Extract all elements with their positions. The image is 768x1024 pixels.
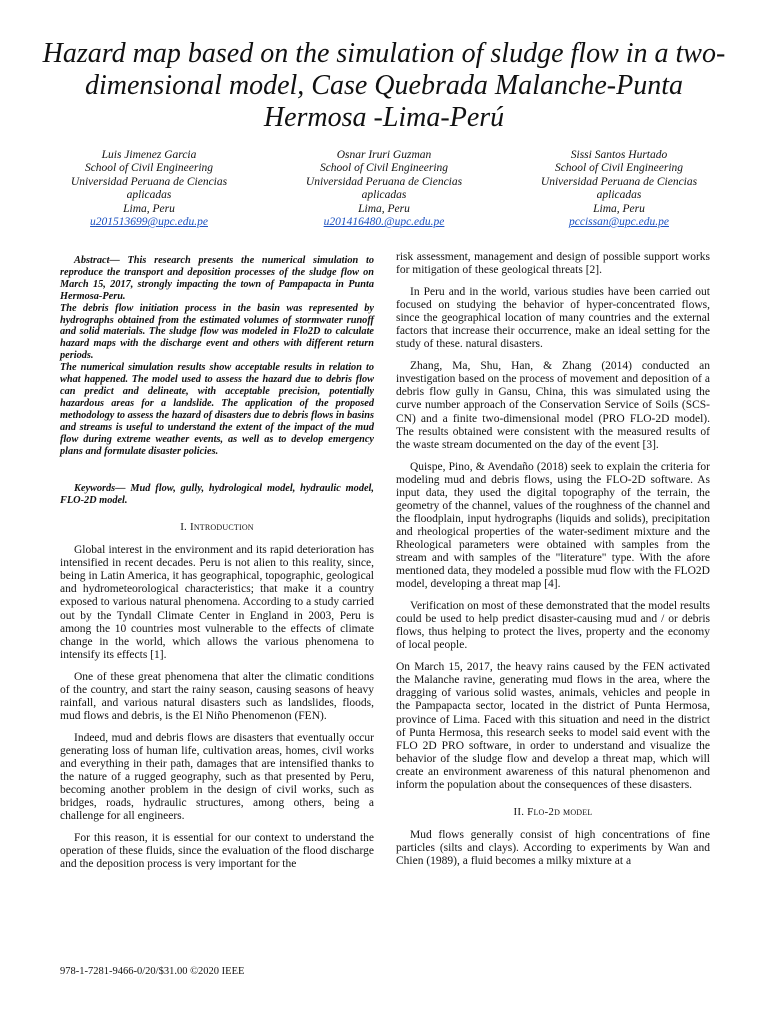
author-email-link[interactable]: u201416480.@upc.edu.pe — [323, 216, 445, 229]
section-heading-introduction: I. Introduction — [180, 521, 254, 534]
author-univ: Universidad Peruana de Ciencias — [70, 175, 228, 188]
abstract-paragraph: Abstract— This research presents the numerical simulation to reproduce the transport and deposition processes of the sludge flow on March 15, 2017, strongly impacting the town of Pampapacta in Punta Hermosa-Peru. — [60, 255, 374, 302]
abstract — [60, 255, 374, 457]
author-dept: School of Civil Engineering — [84, 162, 214, 175]
body-paragraph: risk assessment, management and design of possible support works for mitigation of these geological threats [2]. — [396, 251, 710, 277]
author-city: Lima, Peru — [123, 202, 175, 215]
author-dept: School of Civil Engineering — [554, 162, 684, 175]
abstract-paragraph: The debris flow initiation process in the basin was represented by hydrographs obtained from the estimated volumes of stormwater runoff and solid materials. The sludge flow was modeled in Flo2D to calculate hazard maps with the discharge event and others with different return periods. — [60, 302, 374, 362]
author-name: Sissi Santos Hurtado — [570, 149, 668, 161]
author-email-link[interactable]: u201513699@upc.edu.pe — [90, 216, 208, 229]
body-paragraph: Verification on most of these demonstrated that the model results could be used to help predict disaster-causing mud and / or debris flows, thus helping to protect the lives, property and the economy of local people. — [396, 600, 710, 652]
body-paragraph: In Peru and in the world, various studies have been carried out focused on studying the behavior of hyper-concentrated flows, since the geographical location of many countries and the external factors that increase their occurrence, make an ideal setting for the study of these. natural disasters. — [396, 286, 710, 351]
author-name: Osnar Iruri Guzman — [336, 149, 432, 161]
keywords-text: Keywords— Mud flow, gully, hydrological model, hydraulic model, FLO-2D model. — [60, 483, 374, 507]
body-paragraph: Quispe, Pino, & Avendaño (2018) seek to explain the criteria for modeling mud and debris flows, using the FLO-2D software. As input data, they used the digital topography of the terrain, the geometry of the channel, values of the roughness of the channel and the floodplain, input hydrographs (liquids and solids), precipitation and rheological properties of the water-sediment mixture and the Rheological parameters were obtained with samples from the stream and with samples of the "literature" type. With the afore mentioned data, they modeled a possible mud flow with the FLO2D model, developing a threat map [4]. — [396, 460, 710, 591]
body-paragraph: Indeed, mud and debris flows are disasters that eventually occur generating loss of human life, cultivation areas, homes, civil works and everything in their path, damages that are intensified thanks to the nature of a rugged geography, such as that presented by Peru, becoming another problem in the design of civil works, such as bridges, roads, hydraulic structures, among others, being a challenge for all engineers. — [60, 731, 374, 823]
abstract-paragraph: The numerical simulation results show acceptable results in relation to what happened. The model used to assess the hazard due to debris flow can predict and delineate, with acceptable precision, potentially hazardous areas for a landslide. The application of the proposed methodology to assess the hazard of disasters due to debris flows in basins and streams is useful to understand the extent of the impact of the mud flow during extreme weather events, as well as to develop emergency plans and formulate disaster policies. — [60, 362, 374, 457]
author-univ: Universidad Peruana de Ciencias — [305, 175, 463, 188]
author-city: Lima, Peru — [593, 202, 645, 215]
author-univ-2: aplicadas — [361, 189, 407, 202]
author-3 — [514, 149, 724, 229]
author-name: Luis Jimenez Garcia — [101, 149, 197, 161]
body-paragraph: Mud flows generally consist of high concentrations of fine particles (silts and clays). According to experiments by Wan and Chien (1989), a fluid becomes a milky mixture at a — [396, 828, 710, 867]
section-heading-flo2d: II. Flo-2d model — [513, 805, 593, 818]
body-paragraph: For this reason, it is essential for our context to understand the operation of these fluids, since the evaluation of the flood discharge and the deposition process is very important for the — [60, 832, 374, 871]
author-univ: Universidad Peruana de Ciencias — [540, 175, 698, 188]
body-paragraph: One of these great phenomena that alter the climatic conditions of the country, and start the rainy season, causing seasons of heavy rainfall, and various natural disasters such as landslides, floods, mud flows and debris, is the El Niño Phenomenon (FEN). — [60, 670, 374, 722]
keywords — [60, 483, 374, 507]
author-dept: School of Civil Engineering — [319, 162, 449, 175]
author-univ-2: aplicadas — [126, 189, 172, 202]
author-2 — [279, 149, 489, 229]
paper-title: Hazard map based on the simulation of sludge flow in a two-dimensional model, Case Quebrada Malanche-Punta Hermosa -Lima-Perú — [42, 38, 726, 133]
author-univ-2: aplicadas — [596, 189, 642, 202]
author-block — [44, 149, 724, 229]
author-1 — [44, 149, 254, 229]
right-column — [396, 251, 710, 877]
left-column — [60, 255, 374, 880]
body-paragraph: On March 15, 2017, the heavy rains caused by the FEN activated the Malanche ravine, generating mud flows in the area, where the dragging of various solid wastes, animals, vehicles and people in the Pampapacta sector, located in the district of Punta Hermosa, province of Lima. Faced with this situation and need in the district of Punta Hermosa, this research seeks to model said event with the FLO 2D PRO software, in order to understand and visualize the behavior of the sludge flow and develop a threat map, which will create an environment awareness of this natural phenomenon and inform the population about the consequences of these disasters. — [396, 661, 710, 791]
author-city: Lima, Peru — [358, 202, 410, 215]
author-email-link[interactable]: pccissan@upc.edu.pe — [569, 216, 669, 229]
body-paragraph: Global interest in the environment and its rapid deterioration has intensified in recent decades. Peru is not alien to this reality, since, being in Latin America, it has geographical, topographic, geological and hydrometeorological characteristics; that make it a country exposed to various natural phenomena. According to a study carried out by the Tyndall Climate Center in England in 2003, Peru is among the 10 countries most vulnerable to the effects of climate change in the world, which allows the various phenomena to intensify its effects [1]. — [60, 544, 374, 661]
body-paragraph: Zhang, Ma, Shu, Han, & Zhang (2014) conducted an investigation based on the process of movement and deposition of a debris flow gully in Gansu, China, this was simulated using the curve number approach of the Conservation Service of Soils (SCS-CN) and a finite two-dimensional model (PRO FLO-2D model). The results obtained were consistent with the measured results of the waste stream documented on the day of the event [3]. — [396, 360, 710, 451]
copyright-footer: 978-1-7281-9466-0/20/$31.00 ©2020 IEEE — [60, 966, 245, 977]
